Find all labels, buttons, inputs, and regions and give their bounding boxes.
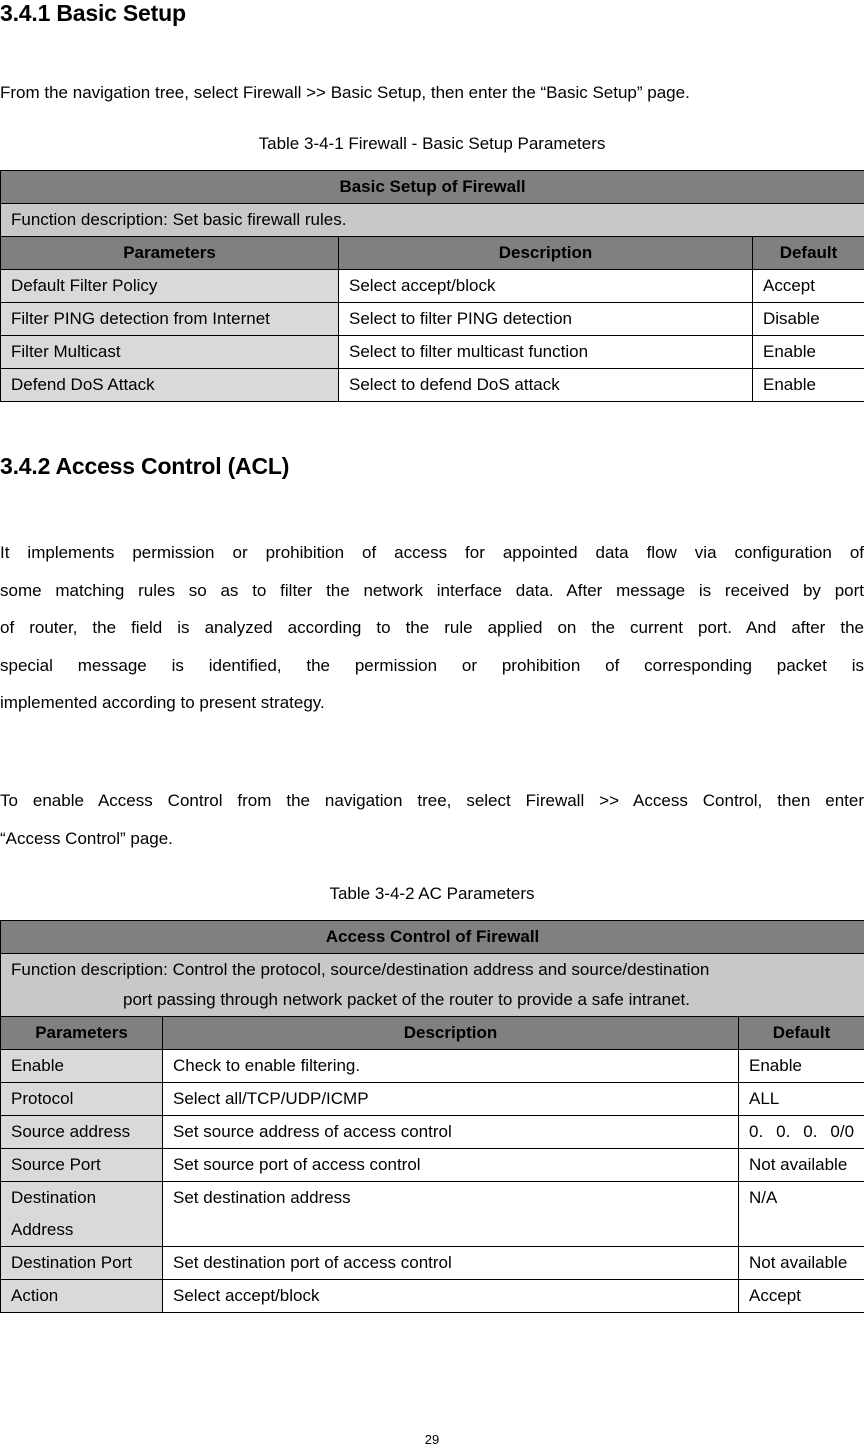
table-row [1, 336, 864, 369]
column-header-description: Description [163, 1017, 739, 1050]
table-title-row [1, 921, 864, 954]
default-cell: Enable [753, 369, 864, 402]
table-row [1, 1182, 864, 1247]
default-cell: Not available [739, 1247, 864, 1280]
default-cell: Not available [739, 1149, 864, 1182]
description-cell: Set destination address [163, 1182, 739, 1247]
paragraph-line: implemented according to present strategy. [0, 693, 325, 712]
function-line: Function description: Control the protocol, source/destination address and source/destination [11, 960, 710, 979]
access-control-description [0, 534, 864, 722]
default-cell: 0. 0. 0. 0/0 [739, 1116, 864, 1149]
paragraph-line: of router, the field is analyzed according to the rule applied on the current port. And after the [0, 618, 864, 637]
param-cell: Filter Multicast [1, 336, 339, 369]
description-cell: Select accept/block [339, 270, 753, 303]
table-row [1, 1149, 864, 1182]
table-row [1, 1247, 864, 1280]
default-cell: Accept [753, 270, 864, 303]
description-cell: Set source port of access control [163, 1149, 739, 1182]
table-title-row [1, 171, 864, 204]
table-row [1, 1116, 864, 1149]
paragraph-line: special message is identified, the permission or prohibition of corresponding packet is [0, 655, 864, 675]
default-cell: Enable [739, 1050, 864, 1083]
description-cell: Check to enable filtering. [163, 1050, 739, 1083]
default-cell: Disable [753, 303, 864, 336]
column-header-default: Default [753, 237, 864, 270]
default-cell: Enable [753, 336, 864, 369]
paragraph-line: To enable Access Control from the navigation tree, select Firewall >> Access Control, then enter [0, 791, 864, 810]
table-function-row [1, 954, 864, 1017]
table-row [1, 369, 864, 402]
access-control-table [0, 920, 864, 1313]
paragraph-line: “Access Control” page. [0, 828, 173, 848]
table-caption-ac: Table 3-4-2 AC Parameters [329, 884, 535, 903]
column-header-default: Default [739, 1017, 864, 1050]
description-cell: Set destination port of access control [163, 1247, 739, 1280]
table-row [1, 1280, 864, 1313]
description-cell: Set source address of access control [163, 1116, 739, 1149]
param-cell: Source Port [1, 1149, 163, 1182]
param-cell: Destination Address [1, 1182, 163, 1247]
table-title: Basic Setup of Firewall [1, 171, 864, 204]
param-cell: Destination Port [1, 1247, 163, 1280]
page-number: 29 [424, 1432, 440, 1447]
param-cell: Enable [1, 1050, 163, 1083]
param-cell: Defend DoS Attack [1, 369, 339, 402]
default-cell: N/A [739, 1182, 864, 1247]
table-function-description [1, 954, 864, 1017]
description-cell: Select to filter multicast function [339, 336, 753, 369]
table-row [1, 1050, 864, 1083]
column-header-parameters: Parameters [1, 237, 339, 270]
table-header-row [1, 237, 864, 270]
description-cell: Select all/TCP/UDP/ICMP [163, 1083, 739, 1116]
default-cell: Accept [739, 1280, 864, 1313]
table-row [1, 1083, 864, 1116]
column-header-parameters: Parameters [1, 1017, 163, 1050]
param-cell: Filter PING detection from Internet [1, 303, 339, 336]
table-title: Access Control of Firewall [1, 921, 864, 954]
table-caption-basic-setup: Table 3-4-1 Firewall - Basic Setup Parameters [258, 134, 606, 153]
function-line: port passing through network packet of the router to provide a safe intranet. [123, 990, 691, 1009]
basic-setup-intro: From the navigation tree, select Firewall >> Basic Setup, then enter the “Basic Setup” page. [0, 83, 690, 102]
column-header-description: Description [339, 237, 753, 270]
description-cell: Select to defend DoS attack [339, 369, 753, 402]
access-control-instructions [0, 782, 864, 857]
param-cell: Protocol [1, 1083, 163, 1116]
table-header-row [1, 1017, 864, 1050]
section-heading-access-control: 3.4.2 Access Control (ACL) [0, 453, 290, 479]
table-row [1, 270, 864, 303]
table-function-row [1, 204, 864, 237]
section-heading-basic-setup: 3.4.1 Basic Setup [0, 0, 186, 26]
param-cell: Default Filter Policy [1, 270, 339, 303]
table-row [1, 303, 864, 336]
basic-setup-table [0, 170, 864, 402]
param-cell: Action [1, 1280, 163, 1313]
default-cell: ALL [739, 1083, 864, 1116]
description-cell: Select to filter PING detection [339, 303, 753, 336]
table-function-description: Function description: Set basic firewall rules. [1, 204, 864, 237]
paragraph-line: some matching rules so as to filter the network interface data. After message is received by port [0, 580, 864, 600]
param-cell: Source address [1, 1116, 163, 1149]
description-cell: Select accept/block [163, 1280, 739, 1313]
paragraph-line: It implements permission or prohibition of access for appointed data flow via configuration of [0, 543, 864, 562]
